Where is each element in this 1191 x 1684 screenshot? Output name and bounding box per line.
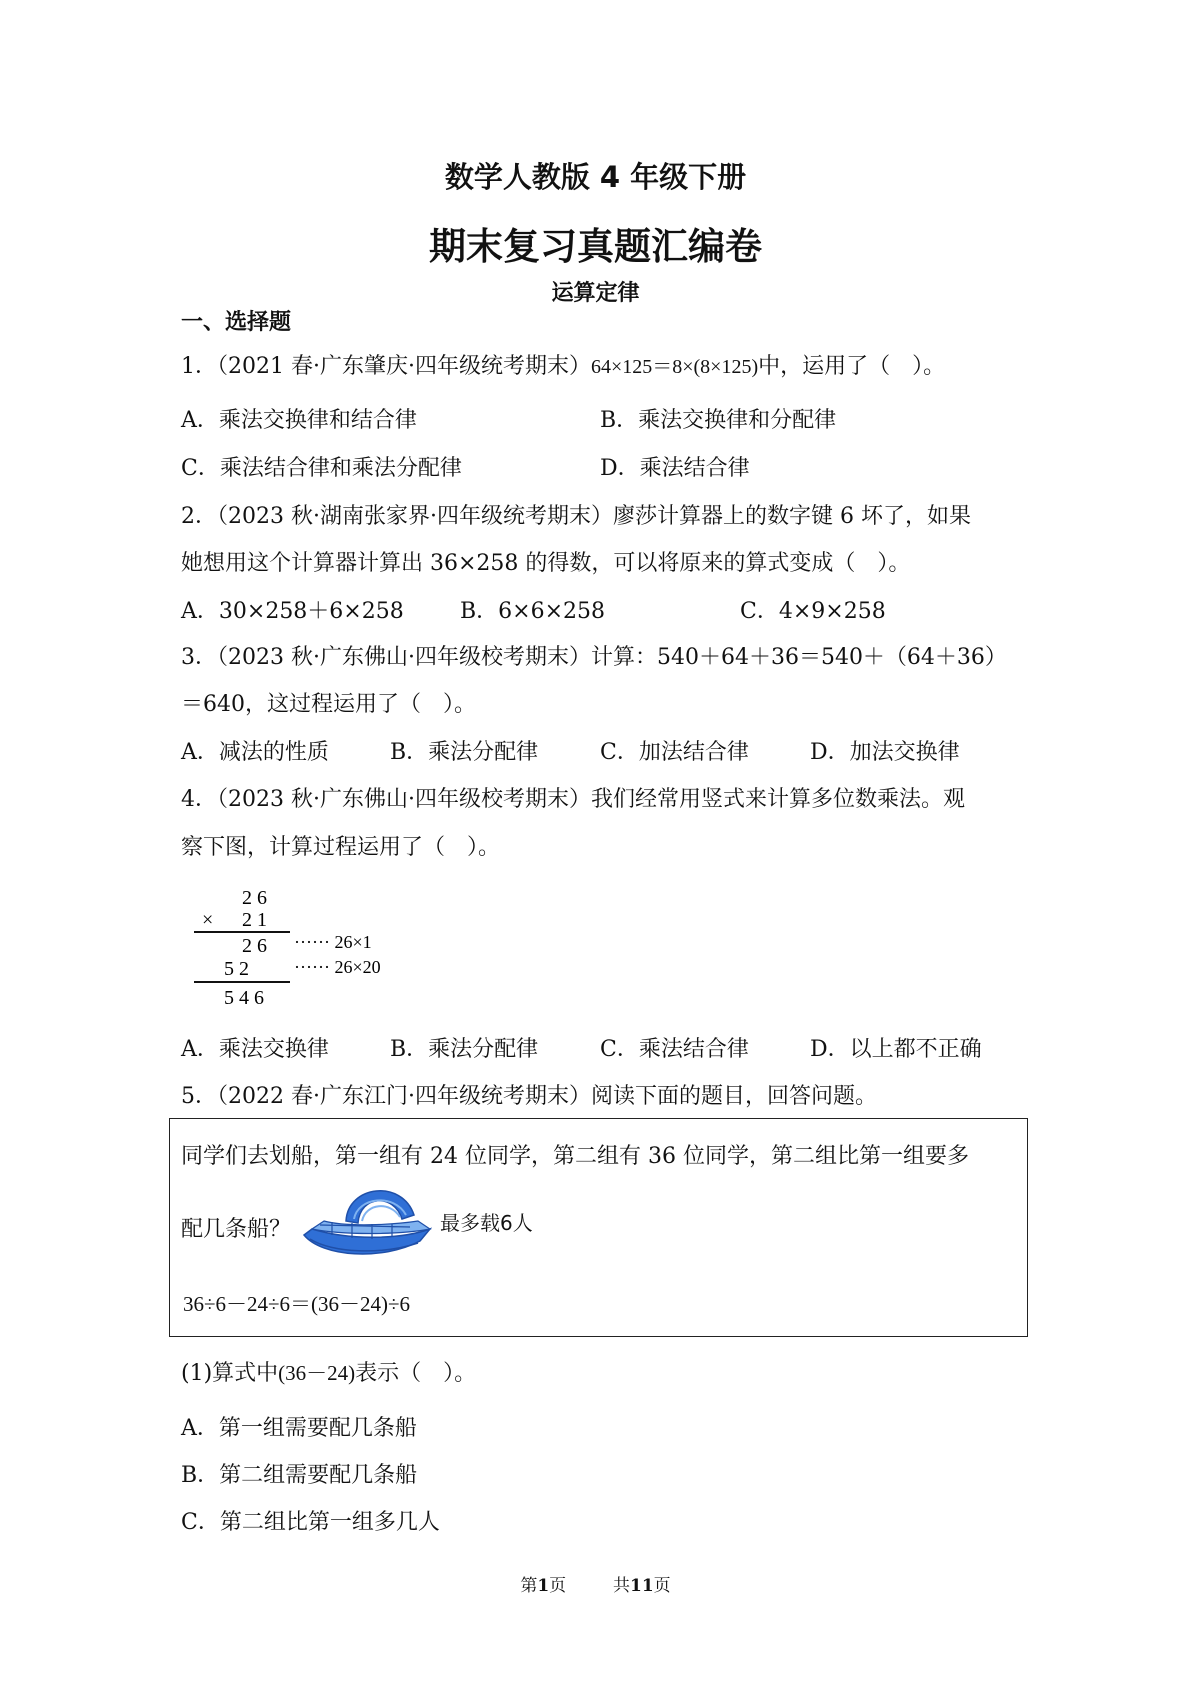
question-3-line2: ＝640，这过程运用了（ ）。 [181, 692, 476, 717]
total-pages: 11 [629, 1576, 654, 1596]
question-5-box-line2: 配几条船？ [181, 1217, 292, 1242]
question-1-tail: 中，运用了（ ）。 [758, 354, 946, 379]
question-4-option-b: B．乘法分配律 [390, 1037, 539, 1062]
question-5-box-formula: 36÷6－24÷6＝(36－24)÷6 [183, 1292, 411, 1316]
page-number: 1 [537, 1576, 550, 1596]
question-4-option-a: A．乘法交换律 [181, 1037, 329, 1062]
question-2-line1: 2．（2023 秋·湖南张家界·四年级统考期末）廖莎计算器上的数字键 6 坏了，如果 [181, 504, 971, 529]
question-4-line1: 4．（2023 秋·广东佛山·四年级校考期末）我们经常用竖式来计算多位数乘法。观 [181, 787, 965, 812]
vertical-times-sign: × [202, 909, 214, 931]
question-5-box-line1: 同学们去划船，第一组有 24 位同学，第二组有 36 位同学，第二组比第一组要多 [181, 1144, 969, 1169]
vertical-note1: ······ 26×1 [294, 932, 372, 952]
boat-caption: 最多载6人 [440, 1211, 533, 1235]
question-5-sub1-suffix: 表示（ ）。 [355, 1361, 477, 1386]
question-3-option-c: C．加法结合律 [600, 740, 749, 765]
boat-image [302, 1175, 432, 1265]
page-label-suffix: 页 [549, 1576, 567, 1596]
question-4-option-c: C．乘法结合律 [600, 1037, 749, 1062]
question-5-sub1-prefix: (1)算式中 [181, 1361, 279, 1386]
question-1 [181, 349, 945, 380]
page-footer [0, 1571, 1191, 1596]
question-3-option-d: D．加法交换律 [810, 740, 960, 765]
question-3-option-b: B．乘法分配律 [390, 740, 539, 765]
question-1-formula: 64×125＝8×(8×125) [590, 356, 759, 378]
vertical-multiplication [190, 884, 430, 1014]
question-5-sub1 [181, 1356, 476, 1387]
question-1-option-b: B．乘法交换律和分配律 [600, 408, 837, 433]
question-2-option-c: C．4×9×258 [740, 599, 886, 624]
question-5-option-c: C．第二组比第一组多几人 [181, 1510, 440, 1535]
question-5-sub1-expr: (36－24) [278, 1361, 356, 1385]
section-title: 一、选择题 [181, 310, 292, 335]
question-4-option-d: D．以上都不正确 [810, 1037, 982, 1062]
question-4-line2: 察下图，计算过程运用了（ ）。 [181, 835, 501, 860]
question-5-option-b: B．第二组需要配几条船 [181, 1463, 418, 1488]
question-1-option-d: D．乘法结合律 [600, 456, 750, 481]
vertical-row4: 5 2 [224, 958, 249, 980]
total-label-prefix: 共 [612, 1576, 630, 1596]
document-title: 数学人教版 4 年级下册 [444, 160, 747, 194]
page-label-prefix: 第 [520, 1576, 538, 1596]
question-3-option-a: A．减法的性质 [181, 740, 329, 765]
question-5-stem: 5．（2022 春·广东江门·四年级统考期末）阅读下面的题目，回答问题。 [181, 1084, 877, 1109]
question-1-stem: 1．（2021 春·广东肇庆·四年级统考期末） [181, 354, 591, 379]
vertical-row1: 2 6 [242, 887, 267, 909]
total-label-suffix: 页 [653, 1576, 671, 1596]
vertical-row2: 2 1 [242, 909, 267, 931]
question-3-line1: 3．（2023 秋·广东佛山·四年级校考期末）计算：540＋64＋36＝540＋（64＋36） [181, 645, 1007, 670]
question-5-option-a: A．第一组需要配几条船 [181, 1416, 417, 1441]
vertical-row5: 5 4 6 [224, 987, 264, 1009]
question-1-option-a: A．乘法交换律和结合律 [181, 408, 417, 433]
vertical-row3: 2 6 [242, 935, 267, 957]
document-main-title: 期末复习真题汇编卷 [429, 225, 762, 268]
question-1-option-c: C．乘法结合律和乘法分配律 [181, 456, 462, 481]
question-2-option-a: A．30×258＋6×258 [181, 599, 404, 624]
question-2-line2: 她想用这个计算器计算出 36×258 的得数，可以将原来的算式变成（ ）。 [181, 551, 911, 576]
vertical-note2: ······ 26×20 [294, 957, 381, 977]
question-2-option-b: B．6×6×258 [460, 599, 606, 624]
document-subtitle: 运算定律 [551, 281, 640, 306]
